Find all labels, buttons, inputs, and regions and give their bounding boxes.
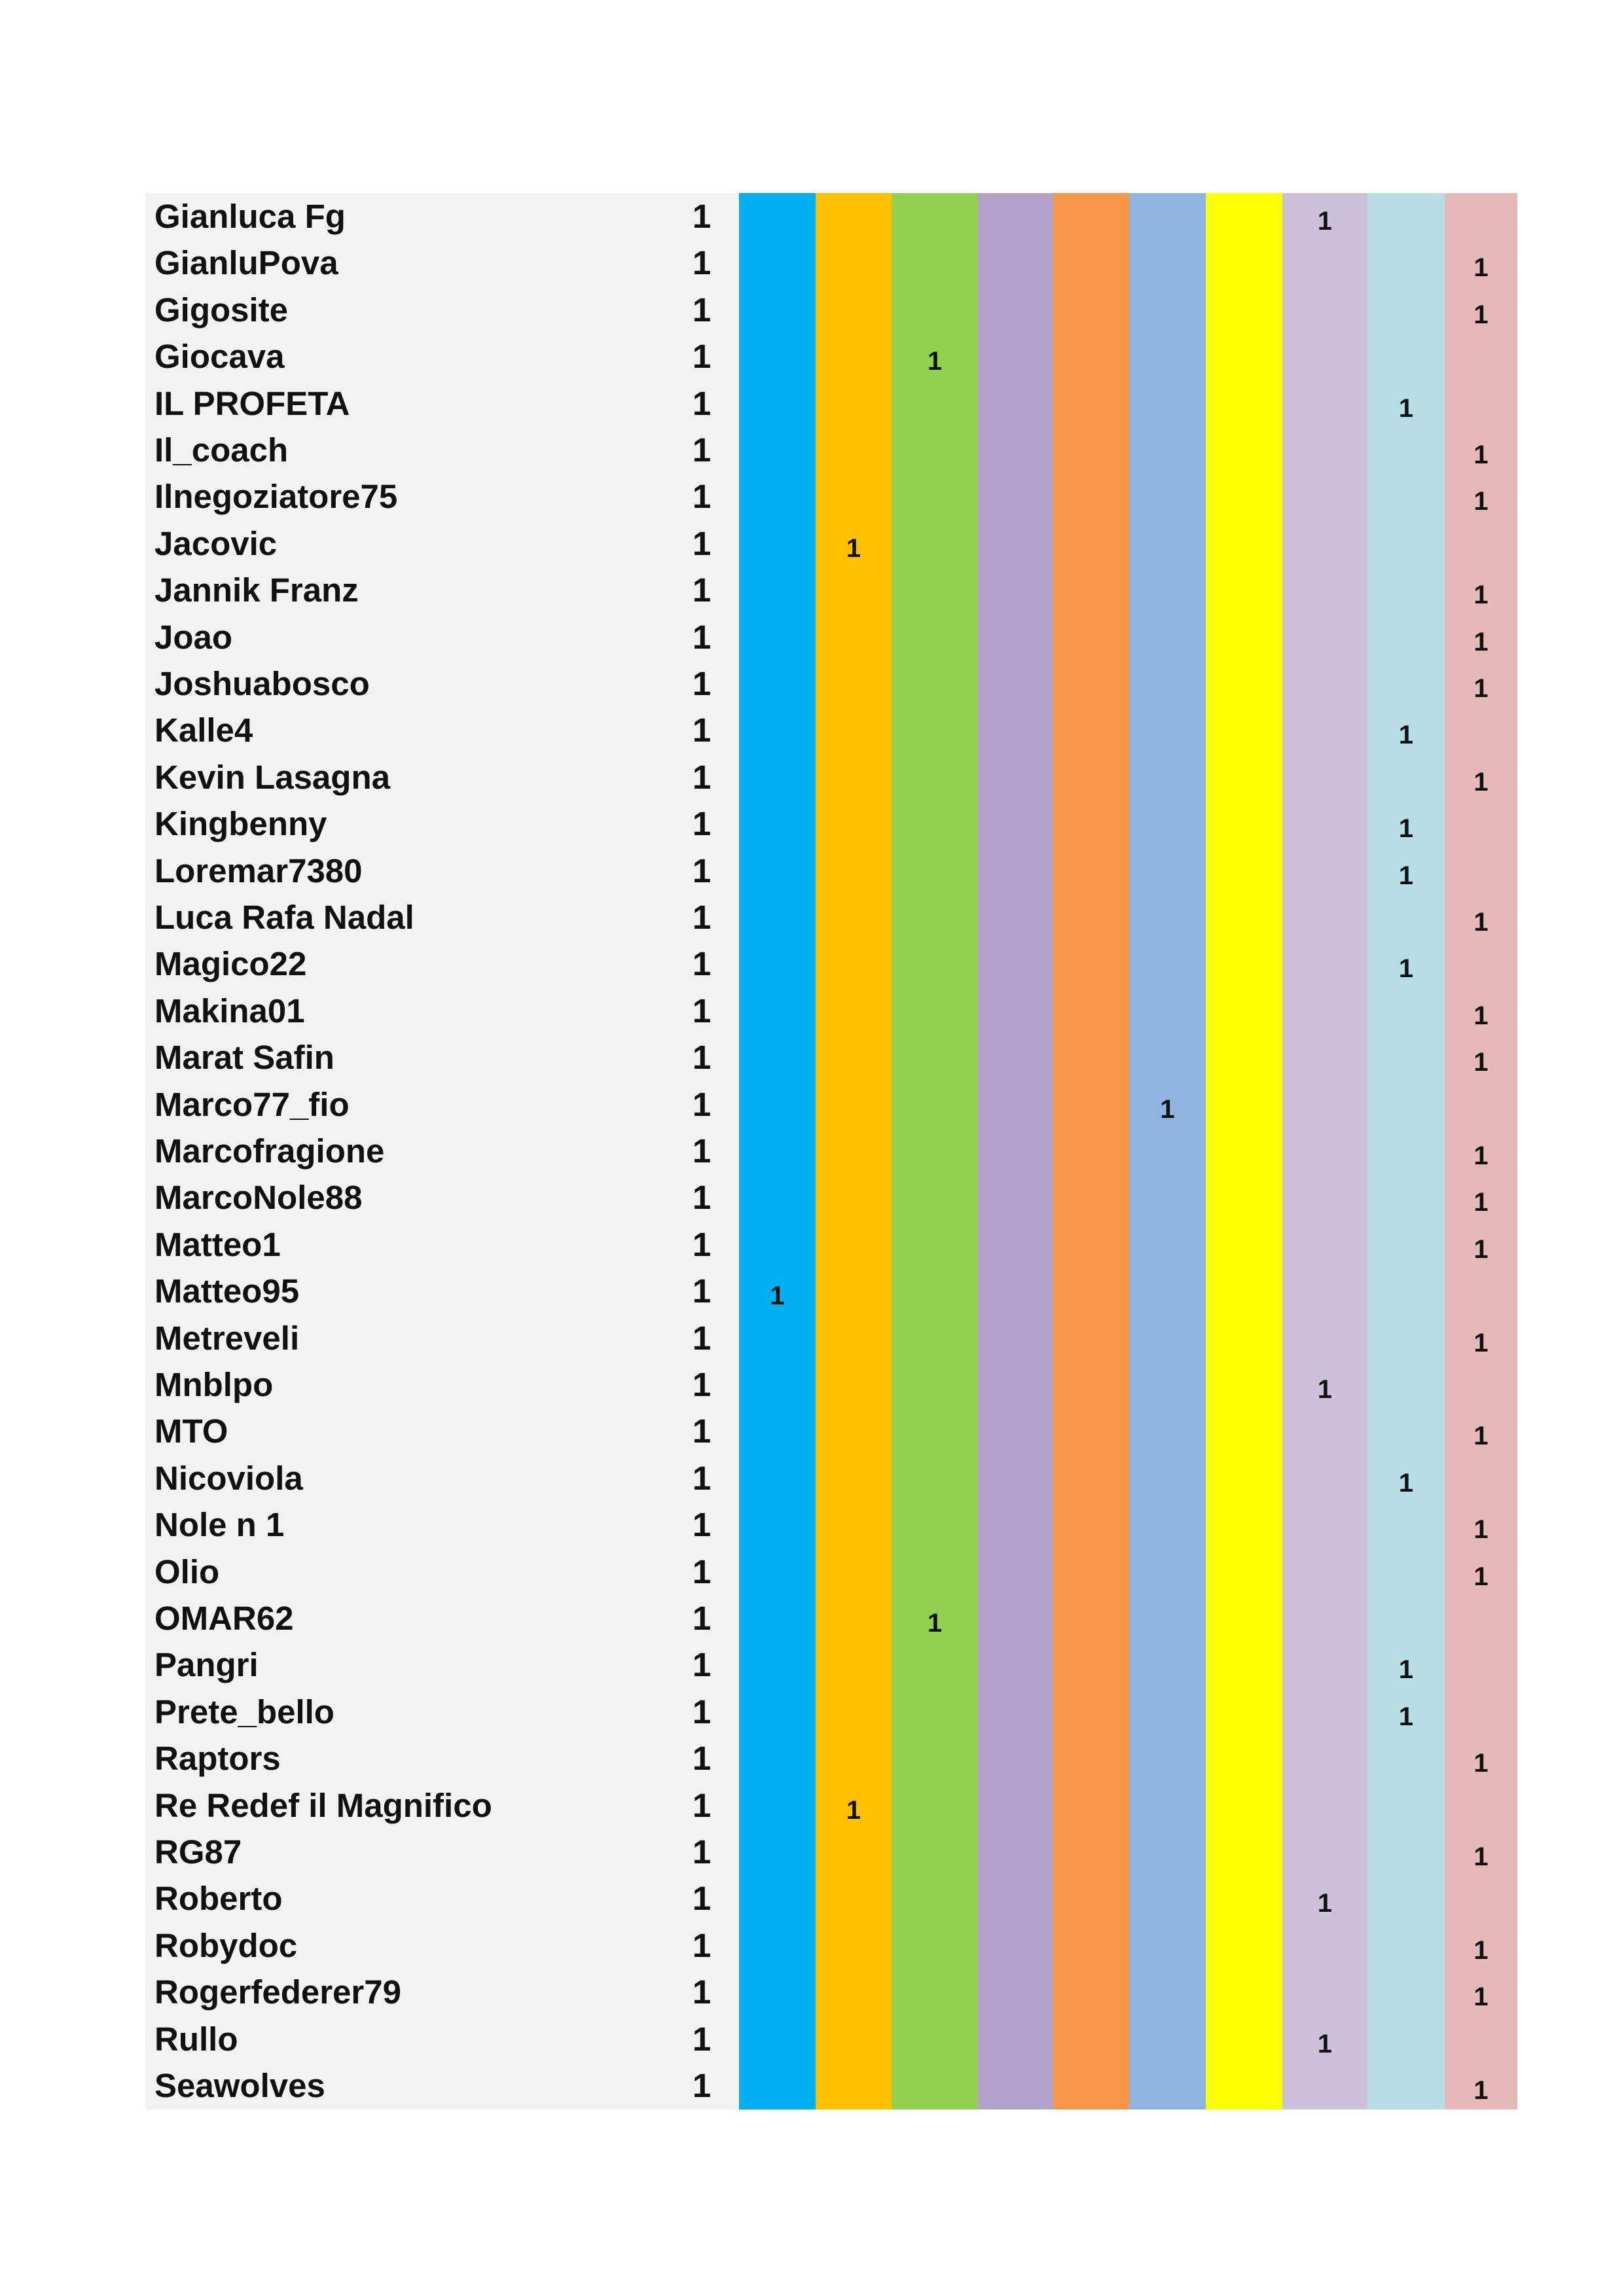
table-row — [145, 1361, 1517, 1408]
table-row — [145, 240, 1517, 286]
player-total: 1 — [692, 338, 712, 376]
column-mark: 1 — [1317, 1375, 1333, 1404]
column-mark: 1 — [1473, 908, 1489, 937]
column-mark: 1 — [1473, 1048, 1489, 1077]
column-mark: 1 — [846, 533, 861, 563]
player-total: 1 — [692, 1740, 712, 1778]
column-mark: 1 — [1317, 207, 1333, 236]
column-mark: 1 — [1473, 440, 1489, 469]
player-name: Kingbenny — [154, 805, 327, 843]
player-total: 1 — [692, 1506, 712, 1544]
player-total: 1 — [692, 1459, 712, 1497]
player-name: IL PROFETA — [154, 384, 350, 422]
table-row — [145, 380, 1517, 427]
player-total: 1 — [692, 711, 712, 749]
table-row — [145, 1408, 1517, 1454]
table-row — [145, 1315, 1517, 1361]
player-name: Kevin Lasagna — [154, 758, 390, 796]
table-row — [145, 660, 1517, 707]
player-name: Seawolves — [154, 2067, 325, 2104]
player-name: Gigosite — [154, 291, 289, 329]
table-row — [145, 1922, 1517, 1969]
table-row — [145, 1549, 1517, 1595]
table-row — [145, 988, 1517, 1034]
player-total: 1 — [692, 2020, 712, 2058]
player-total: 1 — [692, 1786, 712, 1824]
table-row — [145, 1501, 1517, 1548]
player-name: Re Redef il Magnifico — [154, 1786, 492, 1824]
player-name: Marat Safin — [154, 1039, 334, 1077]
column-mark: 1 — [1473, 1188, 1489, 1217]
player-total: 1 — [692, 852, 712, 889]
player-total: 1 — [692, 291, 712, 329]
column-mark: 1 — [1398, 1655, 1414, 1685]
column-mark: 1 — [1473, 1422, 1489, 1451]
player-total: 1 — [692, 1319, 712, 1357]
player-name: Marcofragione — [154, 1132, 385, 1170]
player-total: 1 — [692, 945, 712, 983]
player-name: Joao — [154, 618, 233, 656]
table-row — [145, 754, 1517, 800]
player-total: 1 — [692, 571, 712, 609]
table-row — [145, 2016, 1517, 2062]
player-total: 1 — [692, 1225, 712, 1263]
column-mark: 1 — [1473, 300, 1489, 329]
table-row — [145, 848, 1517, 894]
column-mark: 1 — [1473, 581, 1489, 610]
table-row — [145, 1595, 1517, 1641]
player-name: Giocava — [154, 338, 285, 376]
column-mark: 1 — [1473, 1982, 1489, 2012]
player-name: Il_coach — [154, 431, 289, 469]
table-row — [145, 1969, 1517, 2015]
column-mark: 1 — [770, 1282, 785, 1311]
player-total: 1 — [692, 1085, 712, 1123]
column-mark: 1 — [1473, 1234, 1489, 1264]
column-mark: 1 — [1473, 1935, 1489, 1965]
column-mark: 1 — [1160, 1094, 1175, 1124]
player-name: Mnblpo — [154, 1366, 274, 1403]
column-mark: 1 — [1473, 674, 1489, 703]
column-mark: 1 — [1398, 1702, 1414, 1731]
player-total: 1 — [692, 1412, 712, 1450]
column-mark: 1 — [1398, 1468, 1414, 1498]
column-mark: 1 — [1473, 253, 1489, 283]
player-total: 1 — [692, 1833, 712, 1871]
player-name: Raptors — [154, 1740, 281, 1778]
column-mark: 1 — [1398, 861, 1414, 890]
player-name: Matteo1 — [154, 1225, 281, 1263]
column-mark: 1 — [1473, 1328, 1489, 1357]
player-name: MTO — [154, 1412, 228, 1450]
column-mark: 1 — [1473, 1842, 1489, 1871]
player-name: RG87 — [154, 1833, 242, 1871]
player-total: 1 — [692, 524, 712, 562]
player-total: 1 — [692, 1132, 712, 1170]
player-name: Kalle4 — [154, 711, 253, 749]
player-name: Luca Rafa Nadal — [154, 899, 414, 936]
column-mark: 1 — [927, 347, 943, 376]
player-total: 1 — [692, 665, 712, 702]
player-total: 1 — [692, 618, 712, 656]
table-row — [145, 333, 1517, 380]
player-total: 1 — [692, 478, 712, 516]
player-name: Robydoc — [154, 1926, 298, 1964]
table-row — [145, 567, 1517, 613]
player-name: Roberto — [154, 1880, 283, 1918]
player-total: 1 — [692, 805, 712, 843]
table-row — [145, 1782, 1517, 1829]
table-row — [145, 473, 1517, 520]
player-name: Gianluca Fg — [154, 198, 346, 235]
player-name: Nole n 1 — [154, 1506, 285, 1544]
column-mark: 1 — [846, 1795, 861, 1825]
player-total: 1 — [692, 2067, 712, 2104]
player-total: 1 — [692, 1039, 712, 1077]
player-name: Nicoviola — [154, 1459, 303, 1497]
player-name: Rullo — [154, 2020, 238, 2058]
column-mark: 1 — [1398, 393, 1414, 423]
column-mark: 1 — [927, 1609, 943, 1638]
player-name: Jacovic — [154, 524, 278, 562]
column-mark: 1 — [1473, 1515, 1489, 1545]
player-name: Matteo95 — [154, 1272, 300, 1310]
table-row — [145, 941, 1517, 987]
table-row — [145, 800, 1517, 847]
player-total: 1 — [692, 1179, 712, 1217]
player-total: 1 — [692, 244, 712, 282]
column-mark: 1 — [1473, 2076, 1489, 2105]
column-mark: 1 — [1317, 2029, 1333, 2058]
table-row — [145, 1455, 1517, 1501]
table-row — [145, 1735, 1517, 1782]
table-row — [145, 1034, 1517, 1081]
player-total: 1 — [692, 992, 712, 1030]
player-name: MarcoNole88 — [154, 1179, 363, 1217]
player-name: Prete_bello — [154, 1693, 334, 1731]
table-row — [145, 520, 1517, 567]
column-mark: 1 — [1473, 767, 1489, 797]
player-total: 1 — [692, 1552, 712, 1590]
player-total: 1 — [692, 384, 712, 422]
player-name: Rogerfederer79 — [154, 1973, 401, 2011]
column-mark: 1 — [1473, 1749, 1489, 1778]
player-name: Metreveli — [154, 1319, 300, 1357]
player-total: 1 — [692, 1600, 712, 1637]
player-total: 1 — [692, 1366, 712, 1403]
table-row — [145, 1221, 1517, 1268]
table-row — [145, 287, 1517, 333]
table-row — [145, 193, 1517, 240]
table-row — [145, 2062, 1517, 2109]
column-mark: 1 — [1398, 721, 1414, 750]
table-row — [145, 707, 1517, 753]
table-row — [145, 1081, 1517, 1128]
player-name: Olio — [154, 1552, 220, 1590]
table-row — [145, 1268, 1517, 1314]
player-total: 1 — [692, 758, 712, 796]
player-total: 1 — [692, 1693, 712, 1731]
column-mark: 1 — [1317, 1889, 1333, 1918]
table-row — [145, 894, 1517, 941]
column-mark: 1 — [1473, 627, 1489, 656]
player-name: Ilnegoziatore75 — [154, 478, 398, 516]
player-total: 1 — [692, 1272, 712, 1310]
column-mark: 1 — [1473, 1001, 1489, 1030]
table-row — [145, 1689, 1517, 1735]
player-total: 1 — [692, 198, 712, 235]
column-mark: 1 — [1473, 1141, 1489, 1170]
player-name: Makina01 — [154, 992, 305, 1030]
table-row — [145, 1641, 1517, 1688]
column-mark: 1 — [1473, 1562, 1489, 1591]
column-mark: 1 — [1398, 954, 1414, 984]
player-name: Jannik Franz — [154, 571, 359, 609]
table-row — [145, 614, 1517, 660]
player-total: 1 — [692, 899, 712, 936]
table-row — [145, 1174, 1517, 1221]
player-name: Marco77_fio — [154, 1085, 350, 1123]
score-table — [145, 193, 1517, 2109]
player-name: Pangri — [154, 1646, 259, 1684]
player-name: GianluPova — [154, 244, 338, 282]
column-mark: 1 — [1398, 814, 1414, 844]
column-mark: 1 — [1473, 487, 1489, 516]
table-row — [145, 427, 1517, 473]
player-total: 1 — [692, 1973, 712, 2011]
player-total: 1 — [692, 1926, 712, 1964]
player-total: 1 — [692, 1646, 712, 1684]
player-name: Loremar7380 — [154, 852, 363, 889]
player-name: Joshuabosco — [154, 665, 370, 702]
table-row — [145, 1829, 1517, 1875]
table-row — [145, 1875, 1517, 1922]
player-total: 1 — [692, 1880, 712, 1918]
player-total: 1 — [692, 431, 712, 469]
player-name: OMAR62 — [154, 1600, 294, 1637]
table-row — [145, 1128, 1517, 1174]
player-name: Magico22 — [154, 945, 307, 983]
